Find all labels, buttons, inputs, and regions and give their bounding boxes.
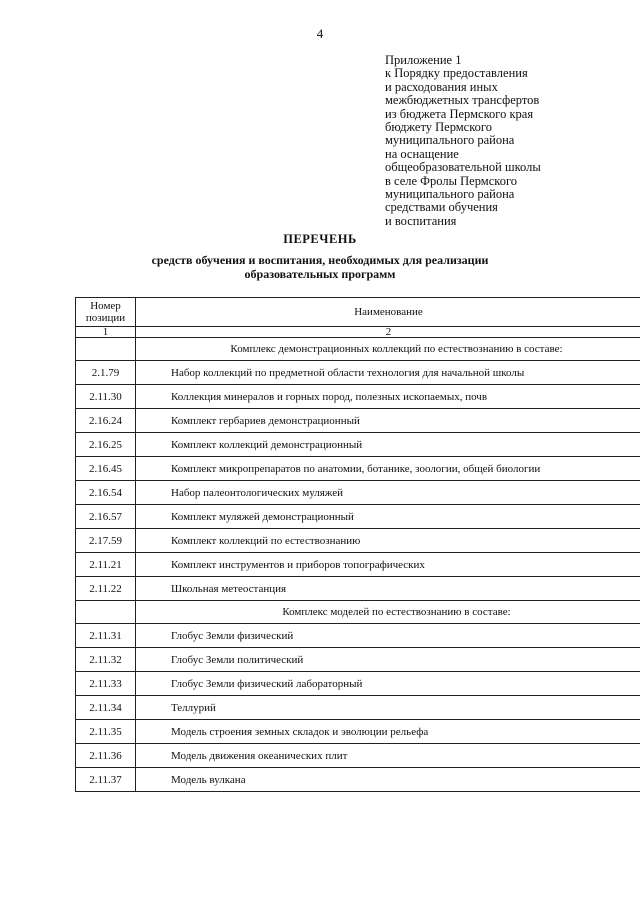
position-number: 2.16.45 bbox=[76, 457, 136, 481]
table-row bbox=[76, 553, 640, 577]
table-row bbox=[76, 385, 640, 409]
table-row bbox=[76, 624, 640, 648]
item-name bbox=[136, 768, 640, 792]
appendix-line: муниципального района bbox=[385, 133, 515, 148]
item-name-text: Комплект муляжей демонстрационный bbox=[171, 510, 354, 523]
item-name bbox=[136, 648, 640, 672]
item-name bbox=[136, 457, 640, 481]
item-name-text: Набор палеонтологических муляжей bbox=[171, 486, 344, 499]
item-name bbox=[136, 505, 640, 529]
table-row bbox=[76, 577, 640, 601]
header-name: Наименование bbox=[136, 298, 640, 327]
appendix-line: к Порядку предоставления bbox=[385, 66, 528, 81]
item-name bbox=[136, 672, 640, 696]
table-row bbox=[76, 744, 640, 768]
item-name bbox=[136, 385, 640, 409]
item-name-text: Модель вулкана bbox=[171, 773, 246, 786]
table-row bbox=[76, 409, 640, 433]
appendix-line: Приложение 1 bbox=[385, 53, 462, 67]
appendix-line: и расходования иных bbox=[385, 79, 498, 94]
subtitle-line: образовательных программ bbox=[244, 267, 396, 281]
item-name bbox=[136, 577, 640, 601]
document-title: ПЕРЕЧЕНЬ bbox=[283, 232, 357, 246]
subtitle-line: средств обучения и воспитания, необходимых для реализации bbox=[151, 253, 489, 267]
table-row bbox=[76, 648, 640, 672]
position-number: 2.11.37 bbox=[76, 768, 136, 792]
table-row bbox=[76, 481, 640, 505]
item-name-text: Глобус Земли физический лабораторный bbox=[171, 677, 363, 690]
position-number: 2.11.31 bbox=[76, 624, 136, 648]
item-name bbox=[136, 696, 640, 720]
item-name-text: Модель строения земных складок и эволюции рельефа bbox=[171, 725, 429, 738]
table-row bbox=[76, 672, 640, 696]
table-header-row bbox=[76, 298, 640, 327]
position-number bbox=[76, 338, 136, 361]
column-index-1: 1 bbox=[76, 327, 136, 338]
item-name-text: Комплект гербариев демонстрационный bbox=[171, 414, 360, 427]
section-title: Комплекс демонстрационных коллекций по естествознанию в составе: bbox=[136, 338, 640, 361]
item-name-text: Модель движения океанических плит bbox=[171, 749, 348, 762]
position-number: 2.11.21 bbox=[76, 553, 136, 577]
appendix-line: общеобразовательной школы bbox=[385, 160, 541, 175]
item-name-text: Теллурий bbox=[171, 701, 216, 714]
position-number: 2.11.32 bbox=[76, 648, 136, 672]
position-number: 2.16.54 bbox=[76, 481, 136, 505]
appendix-line: в селе Фролы Пермского bbox=[385, 173, 518, 188]
item-name-text: Набор коллекций по предметной области технология для начальной школы bbox=[171, 366, 525, 379]
item-name bbox=[136, 624, 640, 648]
item-name-text: Коллекция минералов и горных пород, полезных ископаемых, почв bbox=[171, 390, 488, 403]
appendix-line: межбюджетных трансфертов bbox=[385, 93, 540, 108]
item-name-text: Комплект коллекций демонстрационный bbox=[171, 438, 363, 451]
position-number: 2.17.59 bbox=[76, 529, 136, 553]
column-index-2: 2 bbox=[136, 327, 640, 338]
table-row bbox=[76, 433, 640, 457]
position-number bbox=[76, 601, 136, 624]
page-number: 4 bbox=[316, 26, 324, 41]
item-name-text: Глобус Земли политический bbox=[171, 653, 304, 666]
position-number: 2.16.25 bbox=[76, 433, 136, 457]
item-name-text: Комплект инструментов и приборов топографических bbox=[171, 558, 425, 571]
item-name bbox=[136, 720, 640, 744]
position-number: 2.11.36 bbox=[76, 744, 136, 768]
item-name-text: Комплект коллекций по естествознанию bbox=[171, 534, 361, 547]
position-number: 2.11.35 bbox=[76, 720, 136, 744]
appendix-line: на оснащение bbox=[385, 146, 459, 161]
table-row bbox=[76, 720, 640, 744]
table-row bbox=[76, 505, 640, 529]
item-name-text: Школьная метеостанция bbox=[171, 582, 287, 595]
header-position-number bbox=[76, 298, 136, 327]
table-row bbox=[76, 696, 640, 720]
header-num-line: Номер bbox=[90, 300, 121, 312]
item-name-text: Глобус Земли физический bbox=[171, 629, 294, 642]
position-number: 2.16.24 bbox=[76, 409, 136, 433]
header-num-line: позиции bbox=[85, 312, 126, 324]
position-number: 2.11.33 bbox=[76, 672, 136, 696]
item-name bbox=[136, 744, 640, 768]
appendix-line: из бюджета Пермского края bbox=[385, 106, 534, 121]
item-name bbox=[136, 481, 640, 505]
section-row bbox=[76, 338, 640, 361]
table-row bbox=[76, 361, 640, 385]
position-number: 2.16.57 bbox=[76, 505, 136, 529]
item-name bbox=[136, 361, 640, 385]
appendix-block bbox=[385, 54, 625, 228]
appendix-line: средствами обучения bbox=[385, 200, 498, 215]
section-title: Комплекс моделей по естествознанию в составе: bbox=[136, 601, 640, 624]
item-name-text: Комплект микропрепаратов по анатомии, ботанике, зоологии, общей биологии bbox=[171, 462, 541, 475]
document-subtitle bbox=[0, 253, 640, 281]
appendix-line: бюджету Пермского bbox=[385, 120, 492, 135]
appendix-line: муниципального района bbox=[385, 187, 515, 202]
position-number: 2.11.30 bbox=[76, 385, 136, 409]
section-row bbox=[76, 601, 640, 624]
item-name bbox=[136, 553, 640, 577]
appendix-line: и воспитания bbox=[385, 213, 457, 228]
item-name bbox=[136, 409, 640, 433]
table-body bbox=[76, 338, 640, 792]
table-row bbox=[76, 529, 640, 553]
item-name bbox=[136, 433, 640, 457]
table-row bbox=[76, 457, 640, 481]
column-index-row bbox=[76, 327, 640, 338]
table-row bbox=[76, 768, 640, 792]
position-number: 2.1.79 bbox=[76, 361, 136, 385]
position-number: 2.11.22 bbox=[76, 577, 136, 601]
items-table bbox=[75, 297, 640, 792]
item-name bbox=[136, 529, 640, 553]
position-number: 2.11.34 bbox=[76, 696, 136, 720]
